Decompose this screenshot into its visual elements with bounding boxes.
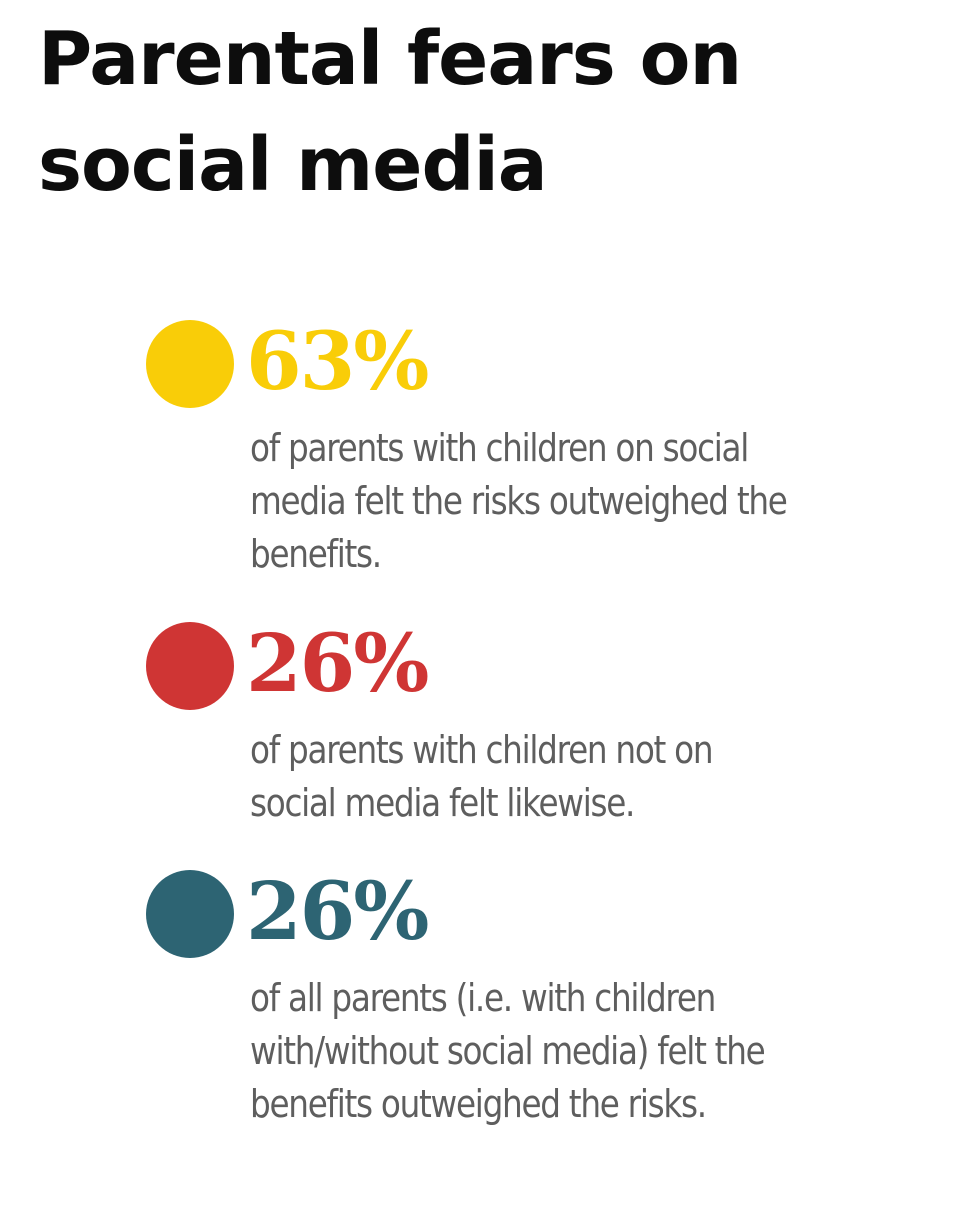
stat-percentage: 26% (246, 864, 428, 958)
stat-description: of parents with children on social media felt the risks outweighed the benefits. (250, 426, 787, 576)
red-dot-icon (146, 622, 234, 710)
stat-percentage: 26% (246, 616, 428, 710)
stat-description: of all parents (i.e. with children with/without social media) felt the benefits outweighed the risks. (250, 976, 765, 1126)
yellow-dot-icon (146, 320, 234, 408)
stat-percentage: 63% (246, 314, 428, 408)
stat-description: of parents with children not on social media felt likewise. (250, 728, 713, 825)
teal-dot-icon (146, 870, 234, 958)
page-title: Parental fears on social media (38, 16, 742, 208)
